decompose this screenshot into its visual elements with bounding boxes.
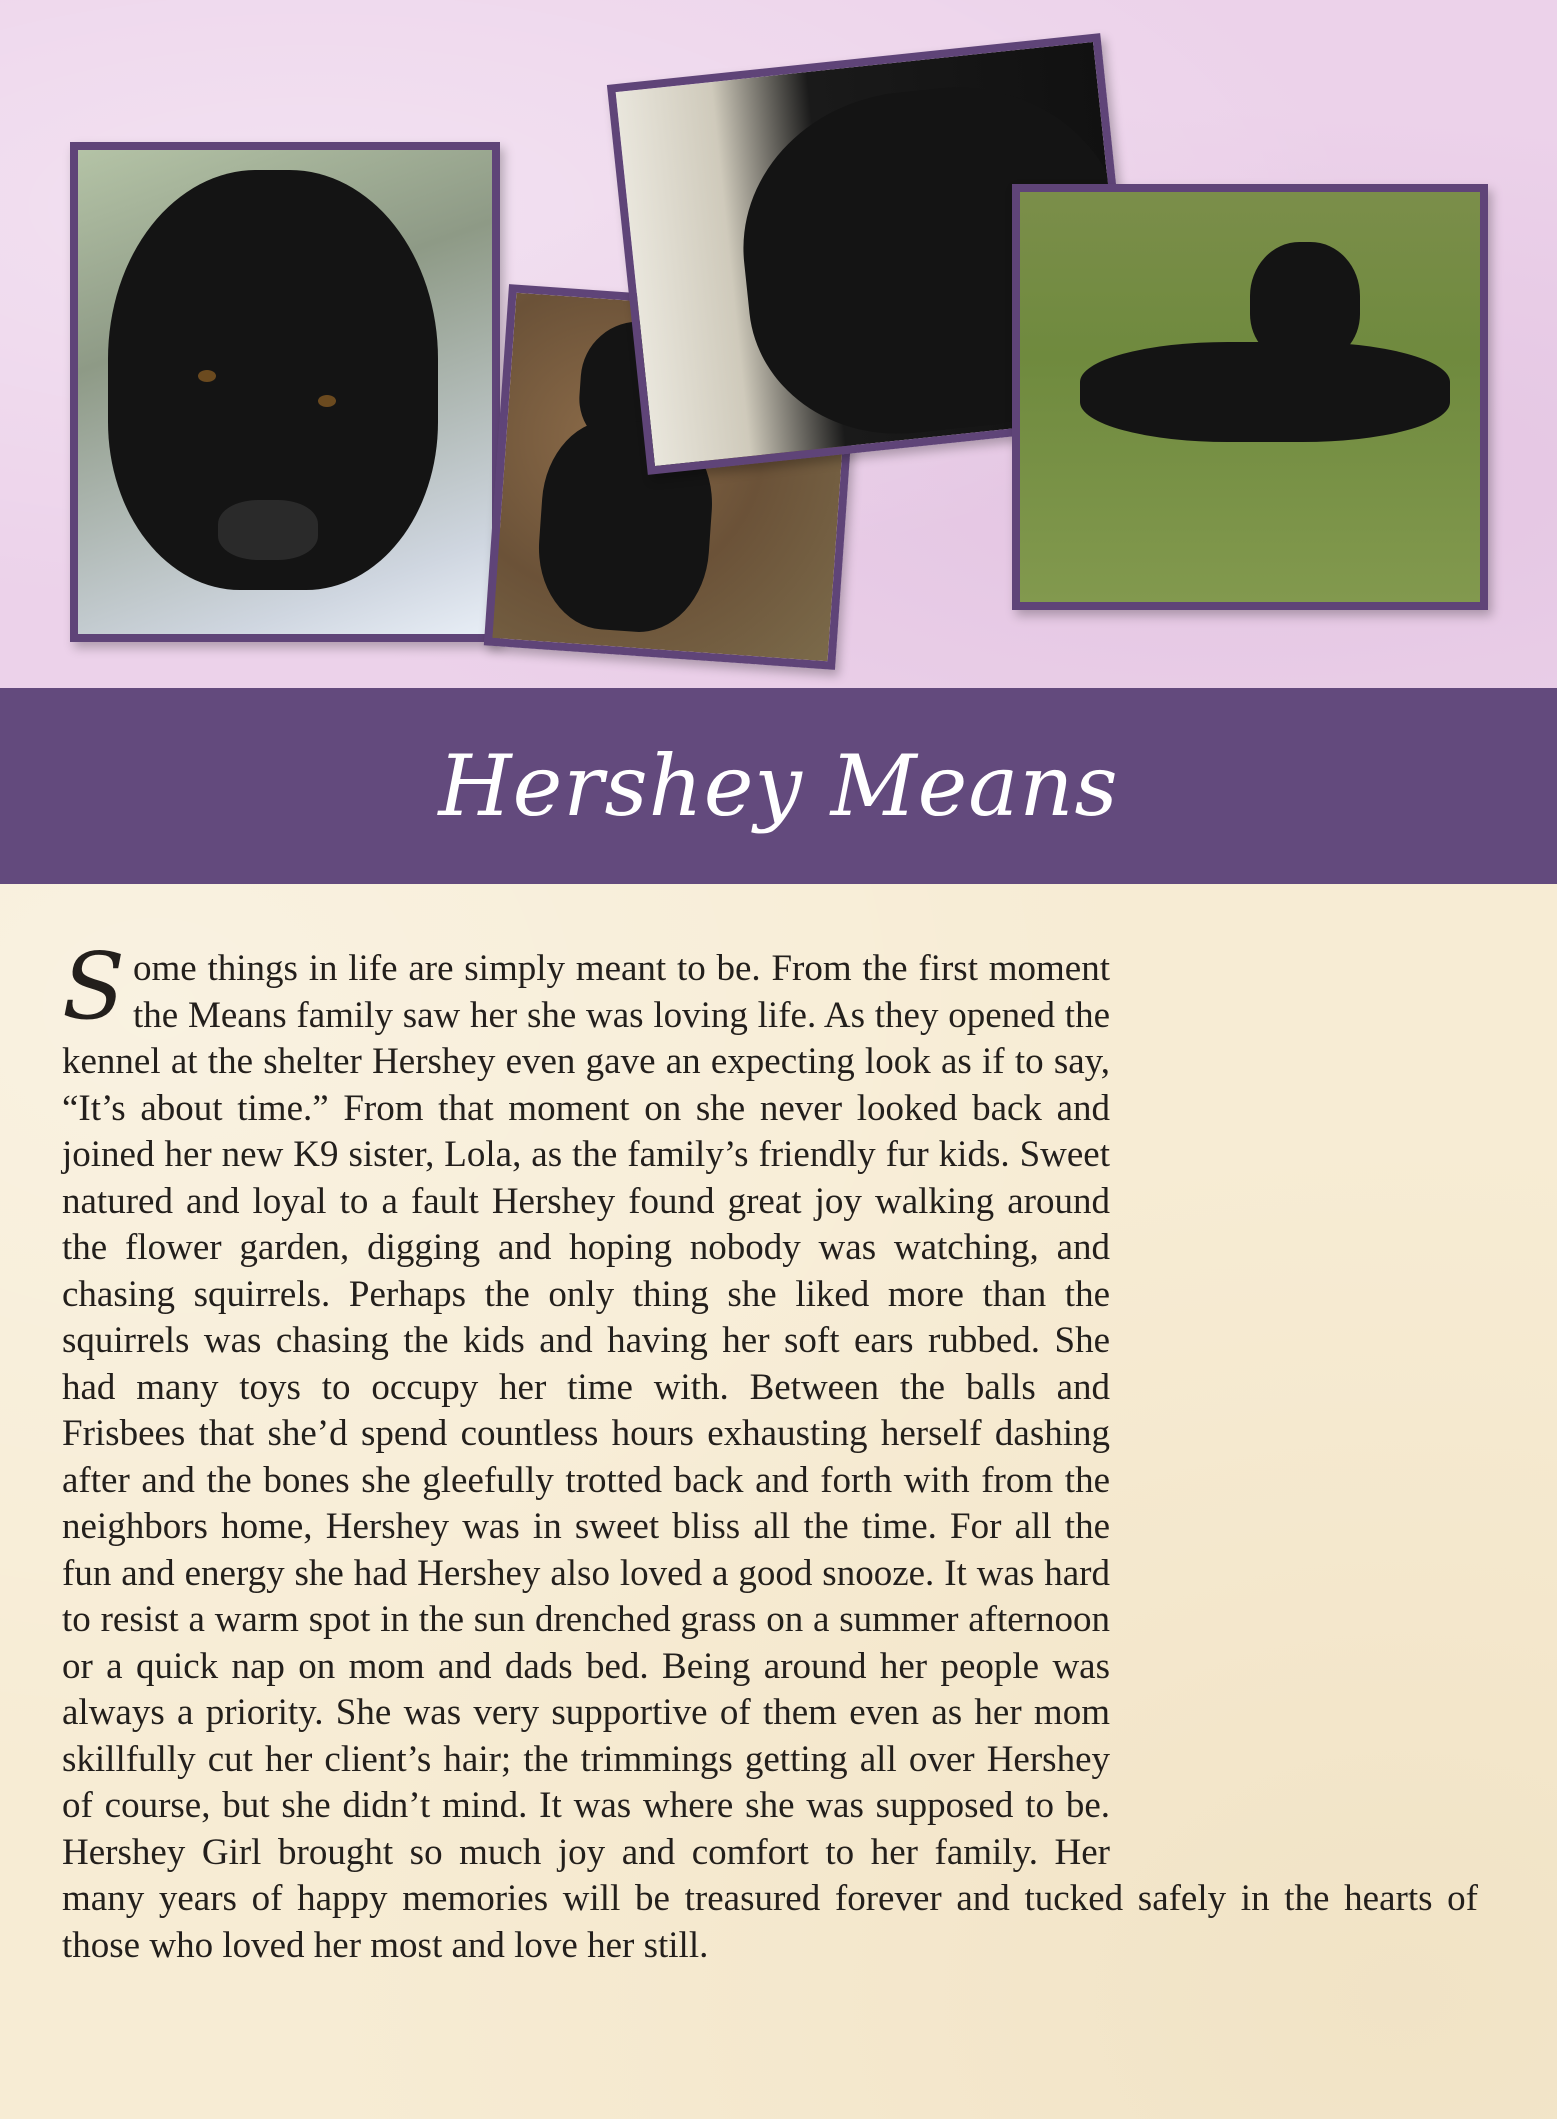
story-text: ome things in life are simply meant to be. From the first moment the Means family saw her she was loving life. As they opened the kennel at the shelter Hershey even gave an expecting look as if to say, “It’s about time.” From that moment on she never looked back and joined her new K9 sister, Lola, as the family’s friendly fur kids. Sweet natured and loyal to a fault Hershey found great joy walking around the flower garden, digging and hoping nobody was watching, and chasing squirrels. Perhaps the only thing she liked more than the squirrels was chasing the kids and having her soft ears rubbed. She had many toys to occupy her time with. Between the balls and Frisbees that she’d spend countless hours exhausting herself dashing after and the bones she gleefully trotted back and forth with from the neighbors home, Hershey was in sweet bliss all the time. For all the fun and energy she had Hershey also loved a good snooze. It was hard to resist a warm spot in the sun drenched grass on a summer afternoon or a quick nap on mom and dads bed. Being around her people was always a priority. She was very supportive of them even as her mom skillfully cut her client’s hair; the trimmings getting all over Hershey of course, but she didn’t mind. It was where she was supposed to be. Hershey Girl brought so much joy and comfort to her family. Her many years of happy memories will be treasured forever and tucked safely in the hearts of those who loved her most and love her still.	[62, 948, 1478, 1966]
photo-collage-area	[0, 0, 1557, 688]
title-banner	[0, 688, 1557, 884]
story-text-block	[62, 933, 1478, 1969]
dog-grass-photo	[1012, 184, 1488, 610]
drop-cap: S	[62, 933, 126, 1040]
page-title: Hershey Means	[438, 737, 1119, 835]
dog-closeup-photo	[70, 142, 500, 642]
photo-gutter	[1110, 1404, 1478, 1840]
